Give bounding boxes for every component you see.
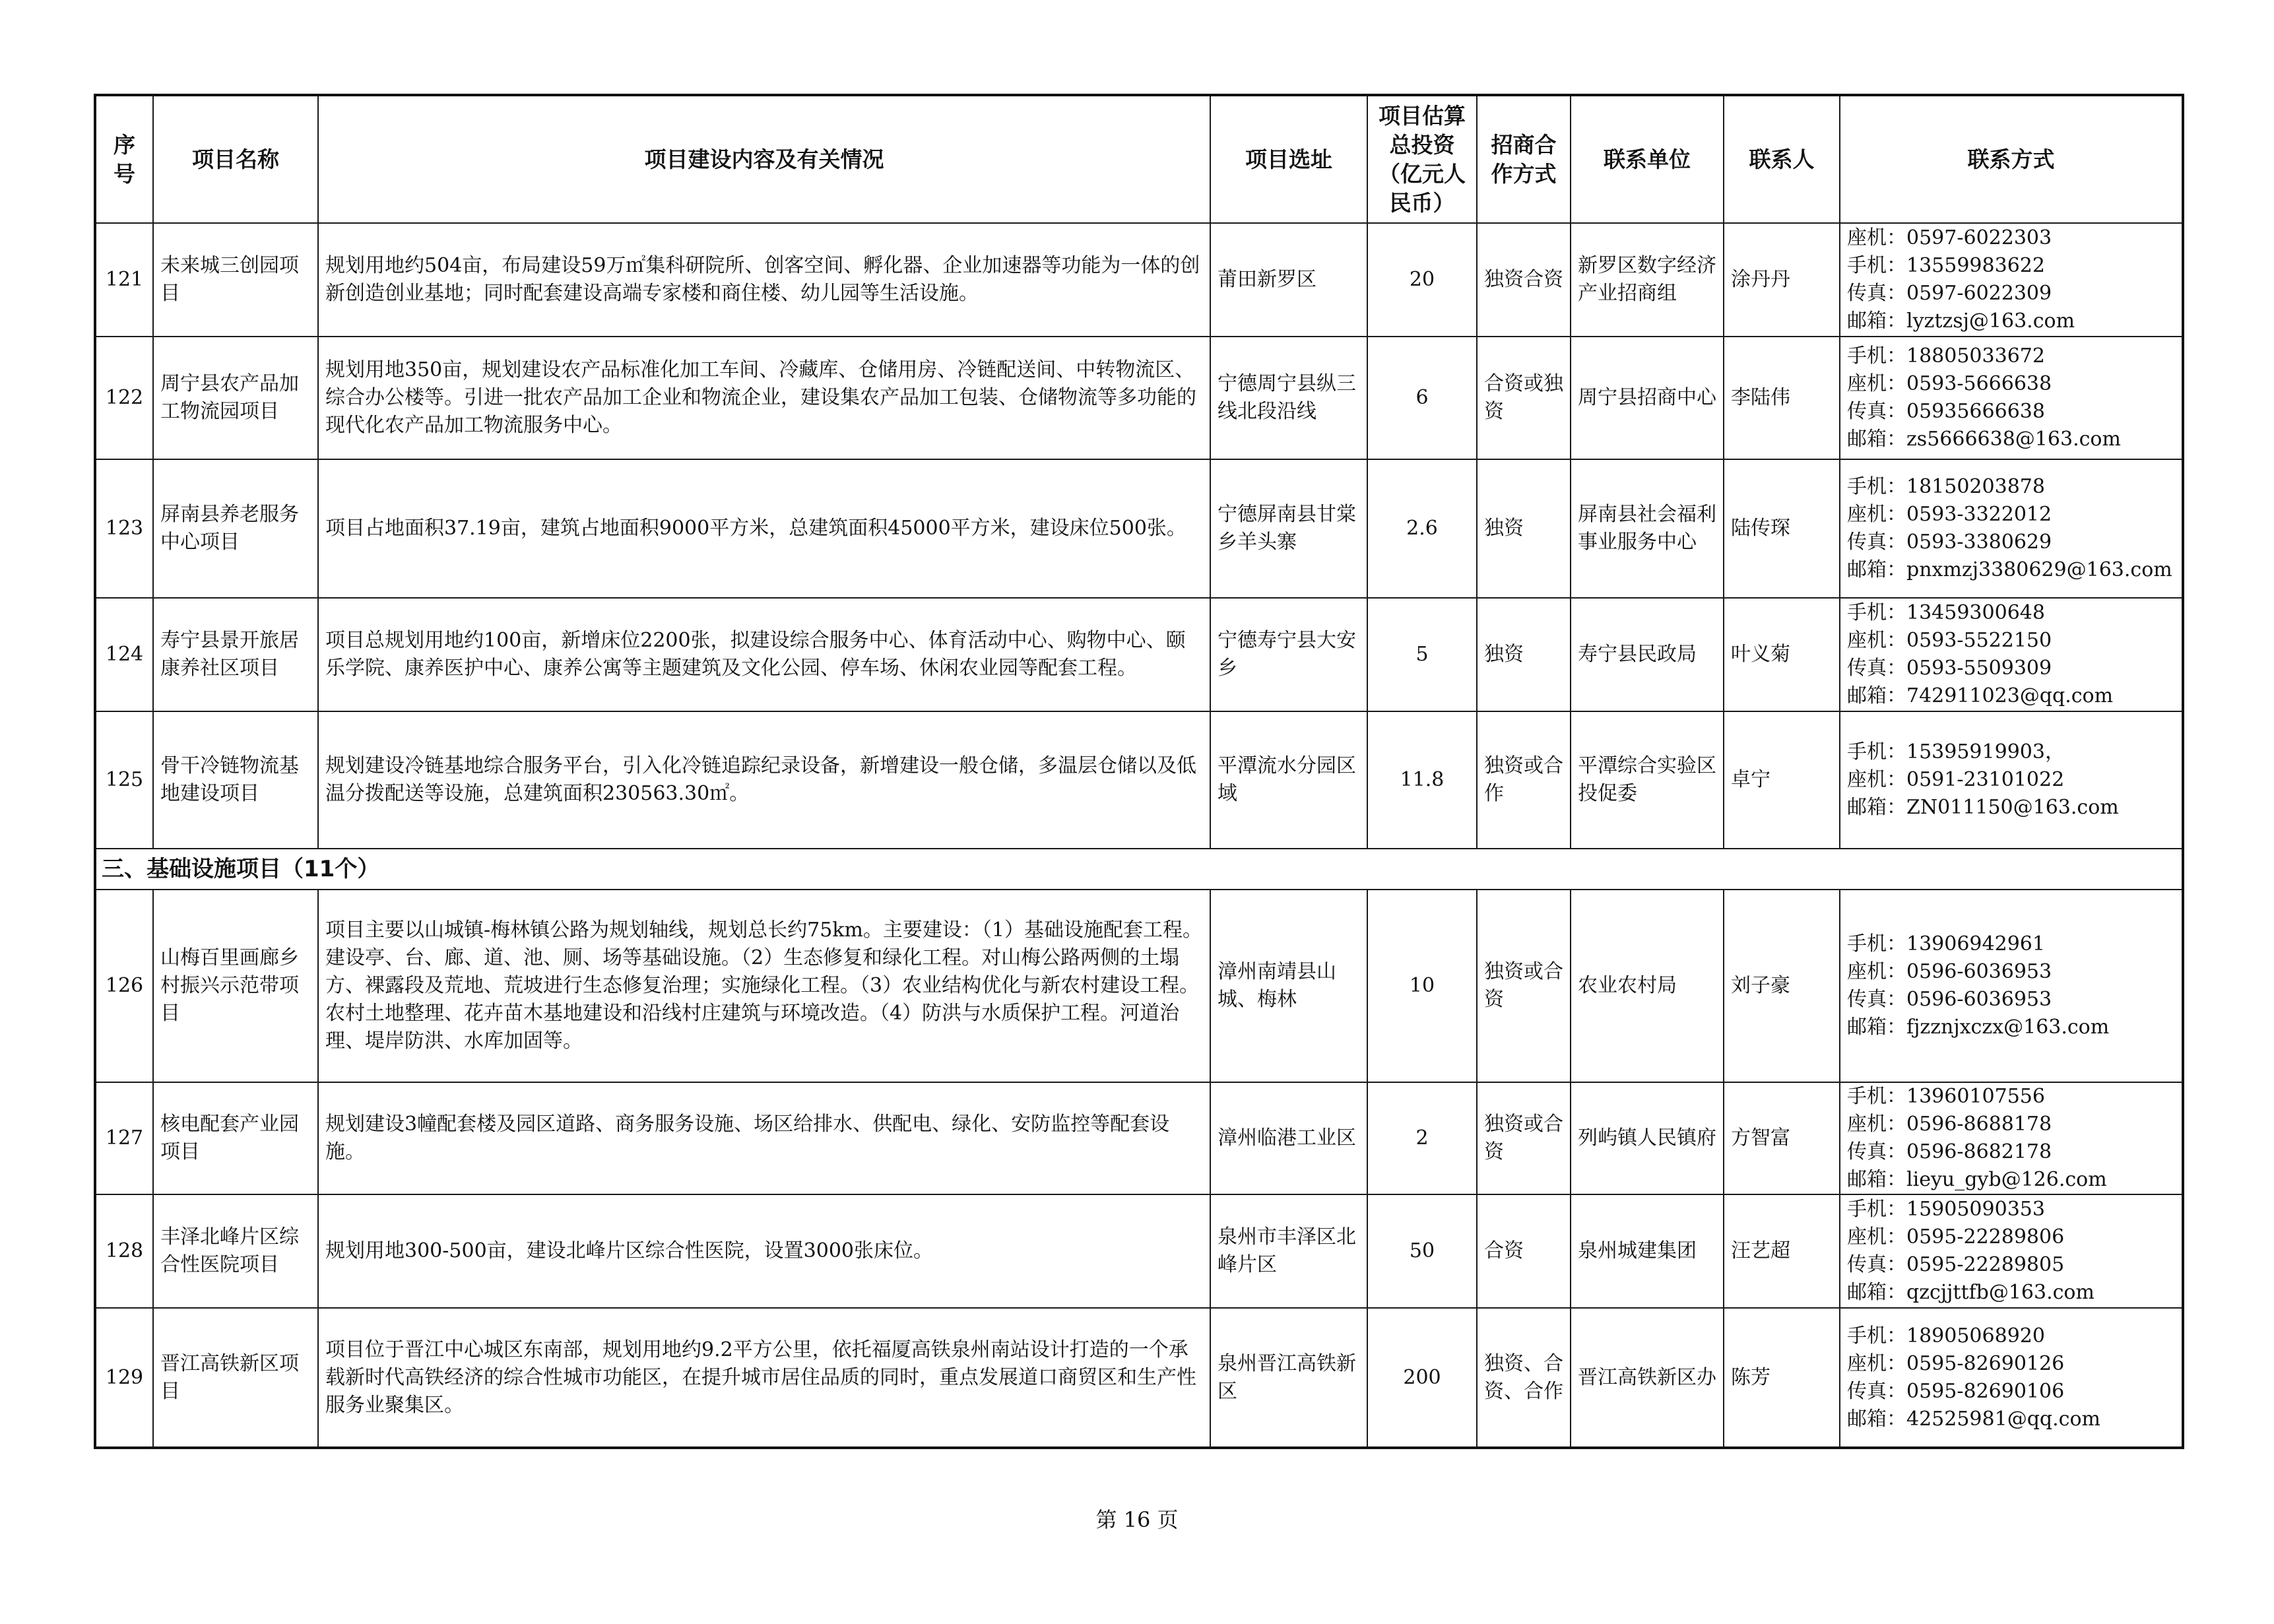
cell-mode: 独资或合作 [1477, 711, 1571, 849]
cell-site: 泉州晋江高铁新区 [1210, 1308, 1367, 1448]
cell-content: 规划建设3幢配套楼及园区道路、商务服务设施、场区给排水、供配电、绿化、安防监控等配套设施。 [318, 1082, 1210, 1194]
cell-investment: 6 [1367, 337, 1477, 459]
contact-line: 手机：13906942961 [1847, 932, 2045, 956]
contact-line: 手机：13559983622 [1847, 254, 2045, 277]
cell-unit: 晋江高铁新区办 [1571, 1308, 1724, 1448]
cell-project-name: 丰泽北峰片区综合性医院项目 [153, 1194, 318, 1308]
cell-project-name: 屏南县养老服务中心项目 [153, 459, 318, 598]
cell-content: 规划用地约504亩，布局建设59万㎡集科研院所、创客空间、孵化器、企业加速器等功能为一体的创新创造创业基地；同时配套建设高端专家楼和商住楼、幼儿园等生活设施。 [318, 223, 1210, 337]
contact-line: 邮箱：pnxmzj3380629@163.com [1847, 558, 2172, 581]
table-row [95, 337, 2183, 459]
section-title: 三、基础设施项目（11个） [95, 849, 2183, 890]
cell-mode: 合资 [1477, 1194, 1571, 1308]
cell-no: 128 [95, 1194, 153, 1308]
cell-unit: 列屿镇人民镇府 [1571, 1082, 1724, 1194]
table-row [95, 459, 2183, 598]
table-row [95, 1194, 2183, 1308]
contact-line: 手机：15905090353 [1847, 1198, 2045, 1221]
cell-mode: 独资合资 [1477, 223, 1571, 337]
cell-unit: 农业农村局 [1571, 890, 1724, 1082]
table-row [95, 890, 2183, 1082]
cell-unit: 泉州城建集团 [1571, 1194, 1724, 1308]
cell-project-name: 骨干冷链物流基地建设项目 [153, 711, 318, 849]
header-mode: 招商合作方式 [1477, 95, 1571, 223]
contact-line: 邮箱：lyztzsj@163.com [1847, 309, 2075, 333]
header-row [95, 95, 2183, 223]
cell-site: 宁德寿宁县大安乡 [1210, 598, 1367, 711]
contact-line: 座机：0593-3322012 [1847, 503, 2052, 526]
table-row [95, 223, 2183, 337]
contact-line: 手机：15395919903， [1847, 740, 2065, 763]
cell-unit: 平潭综合实验区投促委 [1571, 711, 1724, 849]
cell-content: 项目总规划用地约100亩，新增床位2200张，拟建设综合服务中心、体育活动中心、购物中心、颐乐学院、康养医护中心、康养公寓等主题建筑及文化公园、停车场、休闲农业园等配套工程。 [318, 598, 1210, 711]
cell-content: 规划用地350亩，规划建设农产品标准化加工车间、冷藏库、仓储用房、冷链配送间、中转物流区、综合办公楼等。引进一批农产品加工企业和物流企业，建设集农产品加工包装、仓储物流等多功能的现代化农产品加工物流服务中心。 [318, 337, 1210, 459]
contact-line: 邮箱：qzcjjttfb@163.com [1847, 1281, 2095, 1304]
cell-investment: 2 [1367, 1082, 1477, 1194]
cell-no: 123 [95, 459, 153, 598]
cell-contact [1840, 890, 2183, 1082]
cell-content: 规划用地300-500亩，建设北峰片区综合性医院，设置3000张床位。 [318, 1194, 1210, 1308]
contact-line: 邮箱：ZN011150@163.com [1847, 796, 2119, 819]
contact-line: 座机：0593-5522150 [1847, 629, 2052, 652]
cell-contact [1840, 1082, 2183, 1194]
cell-project-name: 核电配套产业园项目 [153, 1082, 318, 1194]
table-row [95, 1082, 2183, 1194]
cell-site: 漳州南靖县山城、梅林 [1210, 890, 1367, 1082]
contact-line: 邮箱：fjzznjxczx@163.com [1847, 1016, 2110, 1039]
contact-line: 手机：18805033672 [1847, 344, 2045, 368]
cell-site: 莆田新罗区 [1210, 223, 1367, 337]
cell-investment: 50 [1367, 1194, 1477, 1308]
cell-person: 汪艺超 [1724, 1194, 1840, 1308]
cell-person: 涂丹丹 [1724, 223, 1840, 337]
contact-line: 传真：0595-22289805 [1847, 1253, 2065, 1276]
cell-contact [1840, 598, 2183, 711]
contact-line: 座机：0595-22289806 [1847, 1225, 2065, 1249]
section-row [95, 849, 2183, 890]
cell-contact [1840, 1308, 2183, 1448]
cell-person: 刘子豪 [1724, 890, 1840, 1082]
cell-mode: 独资或合资 [1477, 1082, 1571, 1194]
table-row [95, 711, 2183, 849]
contact-line: 手机：13960107556 [1847, 1085, 2045, 1108]
cell-unit: 寿宁县民政局 [1571, 598, 1724, 711]
cell-investment: 200 [1367, 1308, 1477, 1448]
header-site: 项目选址 [1210, 95, 1367, 223]
cell-contact [1840, 223, 2183, 337]
cell-no: 121 [95, 223, 153, 337]
cell-content: 项目主要以山城镇-梅林镇公路为规划轴线，规划总长约75km。主要建设：（1）基础设施配套工程。建设亭、台、廊、道、池、厕、场等基础设施。（2）生态修复和绿化工程。对山梅公路两侧的土塌方、裸露段及荒地、荒坡进行生态修复治理；实施绿化工程。（3）农业结构优化与新农村建设工程。农村土地整理、花卉苗木基地建设和沿线村庄建筑与环境改造。（4）防洪与水质保护工程。河道治理、堤岸防洪、水库加固等。 [318, 890, 1210, 1082]
cell-mode: 合资或独资 [1477, 337, 1571, 459]
cell-project-name: 寿宁县景开旅居康养社区项目 [153, 598, 318, 711]
header-unit: 联系单位 [1571, 95, 1724, 223]
contact-line: 传真：05935666638 [1847, 400, 2045, 423]
contact-line: 传真：0595-82690106 [1847, 1379, 2065, 1403]
contact-line: 邮箱：zs5666638@163.com [1847, 428, 2121, 451]
contact-line: 传真：0596-6036953 [1847, 988, 2052, 1011]
cell-investment: 11.8 [1367, 711, 1477, 849]
cell-person: 陆传琛 [1724, 459, 1840, 598]
cell-investment: 5 [1367, 598, 1477, 711]
cell-project-name: 晋江高铁新区项目 [153, 1308, 318, 1448]
project-table [94, 94, 2184, 1449]
cell-project-name: 未来城三创园项目 [153, 223, 318, 337]
cell-no: 125 [95, 711, 153, 849]
cell-person: 陈芳 [1724, 1308, 1840, 1448]
cell-contact [1840, 337, 2183, 459]
header-content: 项目建设内容及有关情况 [318, 95, 1210, 223]
header-person: 联系人 [1724, 95, 1840, 223]
cell-no: 124 [95, 598, 153, 711]
table-row [95, 1308, 2183, 1448]
contact-line: 邮箱：742911023@qq.com [1847, 684, 2114, 707]
cell-person: 李陆伟 [1724, 337, 1840, 459]
cell-site: 漳州临港工业区 [1210, 1082, 1367, 1194]
cell-investment: 20 [1367, 223, 1477, 337]
cell-content: 项目占地面积37.19亩，建筑占地面积9000平方米，总建筑面积45000平方米，建设床位500张。 [318, 459, 1210, 598]
cell-person: 方智富 [1724, 1082, 1840, 1194]
contact-line: 座机：0596-6036953 [1847, 960, 2052, 983]
contact-line: 座机：0595-82690126 [1847, 1351, 2065, 1375]
header-contact: 联系方式 [1840, 95, 2183, 223]
cell-investment: 10 [1367, 890, 1477, 1082]
header-no: 序号 [95, 95, 153, 223]
cell-no: 129 [95, 1308, 153, 1448]
cell-no: 126 [95, 890, 153, 1082]
cell-content: 项目位于晋江中心城区东南部，规划用地约9.2平方公里，依托福厦高铁泉州南站设计打造的一个承载新时代高铁经济的综合性城市功能区，在提升城市居住品质的同时，重点发展道口商贸区和生产性服务业聚集区。 [318, 1308, 1210, 1448]
cell-unit: 屏南县社会福利事业服务中心 [1571, 459, 1724, 598]
cell-person: 叶义菊 [1724, 598, 1840, 711]
cell-mode: 独资、合资、合作 [1477, 1308, 1571, 1448]
contact-line: 座机：0591-23101022 [1847, 768, 2065, 791]
cell-content: 规划建设冷链基地综合服务平台，引入化冷链追踪纪录设备，新增建设一般仓储，多温层仓储以及低温分拨配送等设施，总建筑面积230563.30㎡。 [318, 711, 1210, 849]
contact-line: 邮箱：lieyu_gyb@126.com [1847, 1168, 2107, 1191]
cell-no: 127 [95, 1082, 153, 1194]
cell-site: 泉州市丰泽区北峰片区 [1210, 1194, 1367, 1308]
cell-no: 122 [95, 337, 153, 459]
cell-site: 宁德屏南县甘棠乡羊头寨 [1210, 459, 1367, 598]
cell-contact [1840, 1194, 2183, 1308]
cell-mode: 独资或合资 [1477, 890, 1571, 1082]
contact-line: 传真：0593-5509309 [1847, 657, 2052, 680]
contact-line: 手机：13459300648 [1847, 601, 2045, 624]
table-row [95, 598, 2183, 711]
contact-line: 手机：18905068920 [1847, 1324, 2045, 1348]
cell-mode: 独资 [1477, 459, 1571, 598]
contact-line: 手机：18150203878 [1847, 475, 2045, 498]
cell-investment: 2.6 [1367, 459, 1477, 598]
contact-line: 座机：0593-5666638 [1847, 372, 2052, 395]
contact-line: 传真：0593-3380629 [1847, 531, 2052, 554]
contact-line: 传真：0597-6022309 [1847, 282, 2052, 305]
cell-project-name: 山梅百里画廊乡村振兴示范带项目 [153, 890, 318, 1082]
header-investment: 项目估算总投资（亿元人民币） [1367, 95, 1477, 223]
contact-line: 传真：0596-8682178 [1847, 1140, 2052, 1163]
cell-mode: 独资 [1477, 598, 1571, 711]
cell-contact [1840, 459, 2183, 598]
page-number: 第 16 页 [1095, 1507, 1179, 1532]
contact-line: 邮箱：42525981@qq.com [1847, 1407, 2100, 1431]
cell-unit: 新罗区数字经济产业招商组 [1571, 223, 1724, 337]
contact-line: 座机：0597-6022303 [1847, 226, 2052, 249]
header-name: 项目名称 [153, 95, 318, 223]
cell-project-name: 周宁县农产品加工物流园项目 [153, 337, 318, 459]
cell-unit: 周宁县招商中心 [1571, 337, 1724, 459]
cell-contact [1840, 711, 2183, 849]
project-table-sheet [94, 94, 2182, 1449]
cell-person: 卓宁 [1724, 711, 1840, 849]
cell-site: 平潭流水分园区域 [1210, 711, 1367, 849]
cell-site: 宁德周宁县纵三线北段沿线 [1210, 337, 1367, 459]
contact-line: 座机：0596-8688178 [1847, 1113, 2052, 1136]
